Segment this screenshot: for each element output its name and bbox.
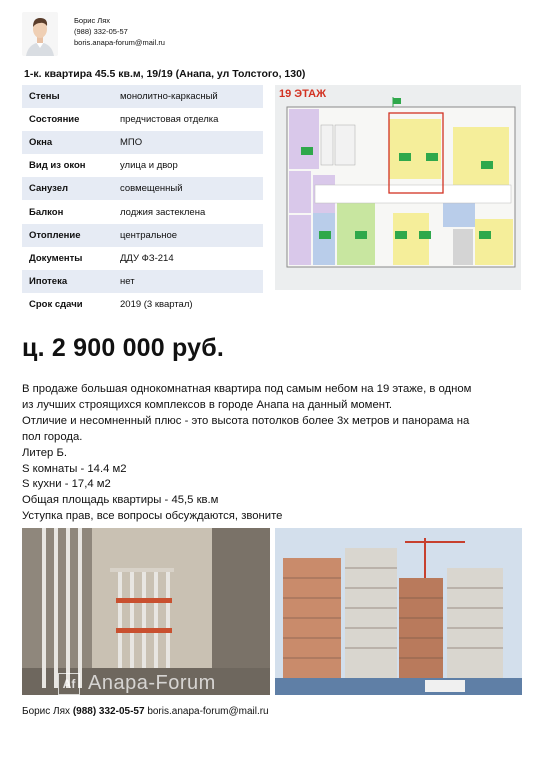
spec-label: Отопление <box>29 229 81 241</box>
agent-phone[interactable]: (988) 332-05-57 <box>74 27 128 36</box>
spec-value: улица и двор <box>120 160 178 172</box>
floor-plan-drawing <box>275 85 521 290</box>
agent-header <box>22 12 165 60</box>
spec-row <box>22 108 263 131</box>
floor-label: 19 ЭТАЖ <box>279 88 327 100</box>
agent-name: Борис Лях <box>74 16 111 25</box>
footer-phone[interactable]: (988) 332-05-57 <box>72 706 145 717</box>
floor-plan <box>275 85 521 290</box>
description-line: S комнаты - 14.4 м2 <box>22 462 127 475</box>
spec-label: Балкон <box>29 206 64 218</box>
spec-row <box>22 131 263 154</box>
agent-contact <box>74 12 165 60</box>
spec-value: МПО <box>120 137 143 149</box>
spec-label: Окна <box>29 137 53 149</box>
watermark <box>58 672 216 695</box>
spec-value: 2019 (3 квартал) <box>120 298 193 310</box>
spec-row <box>22 177 263 200</box>
spec-label: Ипотека <box>29 275 68 287</box>
description-line: S кухни - 17,4 м2 <box>22 478 111 491</box>
price: ц. 2 900 000 руб. <box>22 334 225 362</box>
building-photo <box>275 528 522 695</box>
description <box>22 382 522 525</box>
spec-row <box>22 270 263 293</box>
footer-name: Борис Лях <box>22 706 71 717</box>
spec-value: нет <box>120 275 135 287</box>
spec-label: Вид из окон <box>29 160 86 172</box>
description-line: из лучших строящихся комплексов в городе Анапа на данный момент. <box>22 398 393 411</box>
watermark-logo: Af <box>58 673 80 695</box>
spec-value: совмещенный <box>120 183 183 195</box>
agent-email[interactable]: boris.anapa-forum@mail.ru <box>74 38 165 47</box>
spec-value: лоджия застеклена <box>120 206 206 218</box>
description-line: Общая площадь квартиры - 45,5 кв.м <box>22 494 219 507</box>
description-line: Отличие и несомненный плюс - это высота потолков более 3х метров и панорама на <box>22 414 470 427</box>
spec-row <box>22 224 263 247</box>
description-line: Уступка прав, все вопросы обсуждаются, звоните <box>22 510 283 523</box>
description-line: пол города. <box>22 430 83 443</box>
specs-table <box>22 85 263 316</box>
spec-value: центральное <box>120 229 178 241</box>
spec-label: Срок сдачи <box>29 298 83 310</box>
spec-value: предчистовая отделка <box>120 114 219 126</box>
spec-label: Состояние <box>29 114 80 126</box>
footer-contact <box>22 706 269 717</box>
spec-value: ДДУ ФЗ-214 <box>120 252 174 264</box>
spec-value: монолитно-каркасный <box>120 91 218 103</box>
spec-label: Санузел <box>29 183 69 195</box>
description-line: Литер Б. <box>22 446 68 459</box>
spec-label: Документы <box>29 252 83 264</box>
watermark-text: Anapa-Forum <box>88 672 216 694</box>
interior-photo <box>22 528 270 695</box>
spec-row <box>22 85 263 108</box>
spec-label: Стены <box>29 91 60 103</box>
listing-title: 1-к. квартира 45.5 кв.м, 19/19 (Анапа, ул Толстого, 130) <box>24 68 306 80</box>
description-line: В продаже большая однокомнатная квартира под самым небом на 19 этаже, в одном <box>22 383 472 395</box>
spec-row <box>22 293 263 316</box>
spec-row <box>22 247 263 270</box>
agent-avatar <box>22 12 58 56</box>
footer-email[interactable]: boris.anapa-forum@mail.ru <box>147 706 269 717</box>
spec-row <box>22 154 263 177</box>
spec-row <box>22 200 263 223</box>
